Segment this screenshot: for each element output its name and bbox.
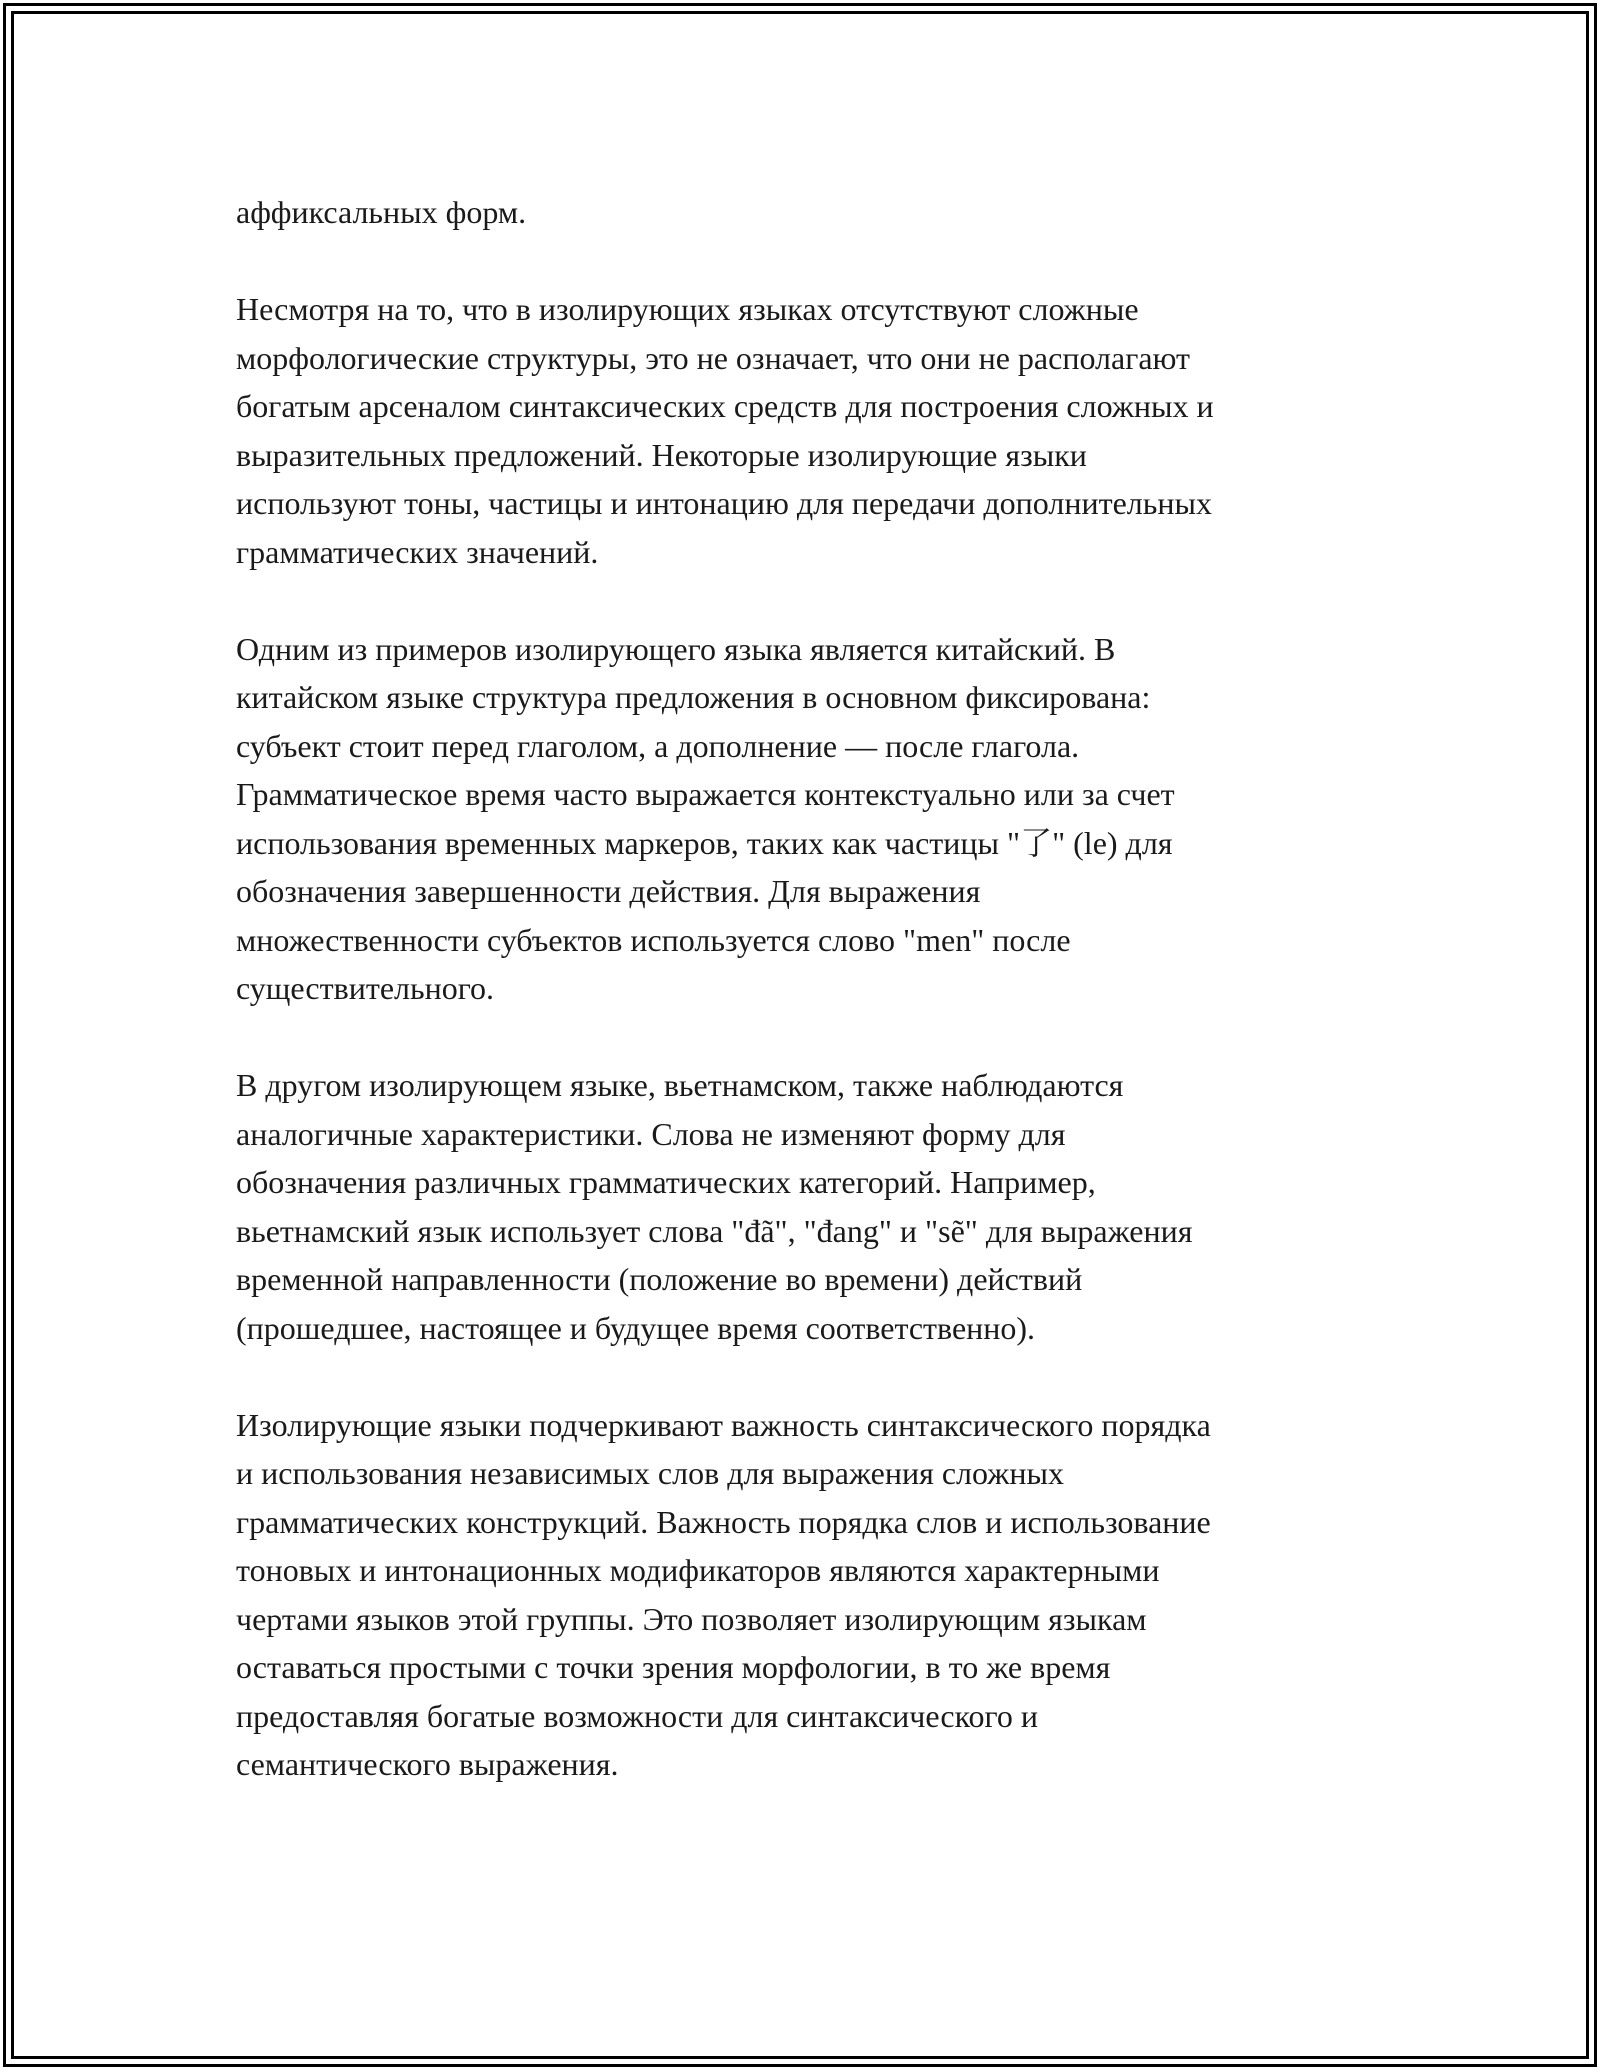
paragraph-syntax-means: Несмотря на то, что в изолирующих языках отсутствуют сложные морфологические структуры, это не означает, что они не располагают богатым арсеналом синтаксических средств для построения сложных и выразительных предложений. Некоторые изолирующие языки используют тоны, частицы и интонацию для передачи дополнительных грамматических значений. xyxy=(236,291,1214,570)
paragraph-affix-forms: аффиксальных форм. xyxy=(236,194,527,230)
paragraph-vietnamese-example: В другом изолирующем языке, вьетнамском, также наблюдаются аналогичные характеристики. Слова не изменяют форму для обозначения различных грамматических категорий. Например, вьетнамский язык использует слова "đã", "đang" и "sẽ" для выражения временной направленности (положение во времени) действий (прошедшее, настоящее и будущее время соответственно). xyxy=(236,1067,1193,1346)
document-body xyxy=(236,188,1386,1789)
paragraph-conclusion: Изолирующие языки подчеркивают важность синтаксического порядка и использования независимых слов для выражения сложных грамматических конструкций. Важность порядка слов и использование тоновых и интонационных модификаторов являются характерными чертами языков этой группы. Это позволяет изолирующим языкам оставаться простыми с точки зрения морфологии, в то же время предоставляя богатые возможности для синтаксического и семантического выражения. xyxy=(236,1406,1211,1782)
paragraph-chinese-example: Одним из примеров изолирующего языка является китайский. В китайском языке структура предложения в основном фиксирована: субъект стоит перед глаголом, а дополнение — после глагола. Грамматическое время часто выражается контекстуально или за счет использования временных маркеров, таких как частицы "了" (le) для обозначения завершенности действия. Для выражения множественности субъектов используется слово "men" после существительного. xyxy=(236,630,1175,1006)
